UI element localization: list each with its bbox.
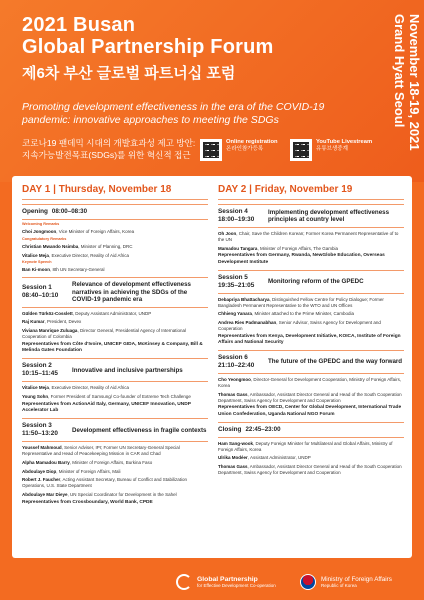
gpedc-name: Global Partnership bbox=[197, 576, 258, 583]
day1-column bbox=[22, 184, 208, 506]
speaker-entry bbox=[22, 469, 208, 475]
speaker-detail: , Minister of Foreign Affairs, The Gambia bbox=[257, 245, 339, 251]
speaker-name: Alpha Mamadou Barry bbox=[22, 459, 70, 465]
date-venue-vertical: November 18-19, 2021 Grand Hyatt Seoul bbox=[392, 14, 422, 151]
forum-subtitle: Promoting development effectiveness in the era of the COVID-19 pandemic: innovative approaches to meeting the SDGs bbox=[22, 101, 325, 126]
livestream-sub: 유튜브생중계 bbox=[316, 146, 348, 152]
session6-label: Session 6 bbox=[218, 354, 248, 362]
day1-heading: DAY 1 | Thursday, November 18 bbox=[22, 184, 208, 200]
speaker-detail: , Ambassador, Assistant Director General and Head of the South Cooperation Department, Swiss Agency for Development and Cooperation bbox=[218, 464, 402, 475]
speaker-detail: , Director-General for Development Cooperation, Ministry of Foreign Affairs, Korea bbox=[218, 377, 402, 388]
speaker-name: Ulrika Modéer bbox=[218, 455, 248, 461]
session1-header bbox=[22, 277, 208, 308]
speaker-entry bbox=[22, 253, 208, 259]
speaker-entry bbox=[218, 231, 404, 243]
session5-title: Monitoring reform of the GPEDC bbox=[268, 278, 364, 286]
speaker-entry bbox=[218, 311, 404, 317]
session4-title: Implementing development effectiveness principles at country level bbox=[268, 208, 390, 223]
session3-header bbox=[22, 418, 208, 442]
mofa-name: Ministry of Foreign Affairs bbox=[321, 576, 392, 583]
session1-title: Relevance of development effectiveness narratives in achieving the SDGs of the COVID-19 pandemic era bbox=[72, 281, 191, 304]
speaker-entry bbox=[218, 377, 404, 389]
speaker-detail: , Chair, Save the Children Korean; Former Korea Permanent Representative of to the UN bbox=[218, 231, 399, 242]
speaker-name: Youssef Mahmoud bbox=[22, 445, 62, 451]
speaker-name: Chhieng Yanara bbox=[218, 311, 252, 317]
session1-time: 08:40–10:10 bbox=[22, 292, 59, 300]
registration-heading: Online registration bbox=[226, 139, 278, 145]
speaker-name: Ham Sang-wook bbox=[218, 440, 254, 446]
footer bbox=[0, 566, 424, 600]
speaker-name: Vitalice Meja bbox=[22, 252, 49, 258]
speaker-role: Welcoming Remarks bbox=[22, 222, 60, 226]
speaker-entry bbox=[218, 441, 404, 453]
mofa-country: Republic of Korea bbox=[321, 583, 357, 588]
speaker-name: Vitalice Meja bbox=[22, 385, 49, 391]
mofa-logo bbox=[300, 574, 392, 590]
speaker-role: Congratulatory Remarks bbox=[22, 236, 67, 241]
session2-header bbox=[22, 358, 208, 382]
speaker-entry bbox=[218, 320, 404, 332]
speaker-entry bbox=[22, 311, 208, 317]
speaker-detail: , Assistant Administrator, UNDP bbox=[247, 455, 311, 461]
speaker-entry bbox=[218, 246, 404, 252]
speaker-detail: , Ambassador, Assistant Director General and Head of the South Cooperation Department, Swiss Agency for Development and Cooperation bbox=[218, 391, 402, 403]
speaker-entry bbox=[22, 385, 208, 391]
speaker-name: Raj Kumar bbox=[22, 319, 45, 325]
livestream-heading: YouTube Livestream bbox=[316, 139, 373, 145]
speaker-name: Ban Ki-moon bbox=[22, 267, 50, 273]
gpedc-tagline: for Effective Development Co-operation bbox=[197, 583, 276, 588]
gpedc-mark-icon bbox=[176, 574, 192, 590]
session2-representatives: Representatives from ActionAid Italy, Germany, UNICEF Innovation, UNDP Accelerator Lab bbox=[22, 401, 191, 414]
session2-speakers bbox=[22, 385, 208, 400]
day2-column bbox=[218, 184, 404, 476]
speaker-name: Robert J. Faucher bbox=[22, 477, 61, 483]
speaker-name: Cho Yeongmoo bbox=[218, 377, 251, 383]
speaker-detail: , Executive Director, Reality of Aid Africa bbox=[48, 385, 129, 391]
session3-title: Development effectiveness in fragile contexts bbox=[72, 426, 207, 434]
speaker-detail: , Minister of Foreign Affairs, Mali bbox=[56, 468, 121, 474]
session1-representatives: Representatives from Côte d'Ivoire, UNICEF GIDA, McKinsey & Company, Bill & Melinda Gates Foundation bbox=[22, 341, 203, 354]
session4-speakers bbox=[218, 231, 404, 251]
speaker-detail: , Senior Advisor, Swiss Agency for Development and Cooperation bbox=[218, 320, 381, 331]
speaker-entry bbox=[22, 229, 208, 235]
opening-header bbox=[22, 204, 208, 220]
opening-label: Opening bbox=[22, 208, 48, 215]
speaker-detail: , Executive Director, Reality of Aid Africa bbox=[48, 252, 129, 258]
speaker-detail: , Minister of Foreign Affairs, Burkina Faso bbox=[69, 459, 153, 465]
registration-block[interactable] bbox=[200, 139, 278, 161]
session3-time: 11:50–13:20 bbox=[22, 430, 58, 438]
speaker-entry bbox=[22, 445, 208, 457]
session2-title: Innovative and inclusive partnerships bbox=[72, 366, 183, 374]
session4-time: 18:00–19:30 bbox=[218, 216, 255, 223]
program-panel bbox=[12, 176, 412, 558]
session6-title: The future of the GPEDC and the way forward bbox=[268, 358, 403, 366]
session4-header bbox=[218, 204, 404, 228]
forum-title bbox=[22, 14, 274, 58]
opening-speakers bbox=[22, 222, 208, 273]
speaker-detail: , 8th UN Secretary-General bbox=[50, 267, 105, 273]
speaker-entry bbox=[218, 464, 404, 476]
speaker-entry bbox=[22, 328, 208, 340]
speaker-entry bbox=[22, 460, 208, 466]
speaker-detail: , Senior Adviser, IPI; Former UN Secretary-General Special Representative and Head of Peacekeeping Mission in CAR and Chad bbox=[22, 445, 180, 457]
speaker-detail: , Distinguished Fellow Centre for Policy Dialogue; Former Bangladesh Permanent Representative to the WTO and UN Offices bbox=[218, 296, 384, 308]
speaker-entry bbox=[22, 244, 208, 250]
speaker-name: Viviana Manrique Zuluaga bbox=[22, 328, 78, 334]
opening-time: 08:00–08:30 bbox=[51, 208, 88, 216]
day2-heading: DAY 2 | Friday, November 19 bbox=[218, 184, 404, 200]
session6-time: 21:10–22:40 bbox=[218, 362, 255, 370]
livestream-block[interactable] bbox=[290, 139, 372, 161]
speaker-detail: , President, Devex bbox=[44, 319, 82, 325]
session3-representatives: Representatives from Crossboundary, World Bank, CPDE bbox=[22, 499, 153, 505]
session5-speakers bbox=[218, 297, 404, 332]
session5-representatives: Representatives from Kenya, Development Initiative, KOICA, Institute of Foreign Affairs and National Security bbox=[218, 333, 401, 345]
speaker-entry bbox=[22, 477, 208, 489]
session4-label: Session 4 bbox=[218, 208, 248, 215]
speaker-detail: , Director General, Presidential Agency of International Cooperation of Colombia bbox=[22, 328, 186, 340]
session3-speakers bbox=[22, 445, 208, 498]
speaker-entry bbox=[22, 394, 208, 400]
session5-label: Session 5 bbox=[218, 273, 248, 281]
korean-title: 제6차 부산 글로벌 파트너십 포럼 bbox=[22, 65, 236, 82]
session5-header bbox=[218, 270, 404, 294]
speaker-detail: , UN Special Coordinator for Development in the Sahel bbox=[67, 492, 177, 498]
speaker-detail: , Vice Minister of Foreign Affairs, Korea bbox=[56, 229, 135, 234]
closing-label: Closing bbox=[218, 425, 242, 433]
speaker-detail: , Deputy Foreign Minister for Multilateral and Global Affairs, Ministry of Foreign Affairs, Korea bbox=[218, 440, 393, 452]
speaker-name: Gülden Türköz-Cosslett bbox=[22, 310, 73, 316]
speaker-detail: , Acting Assistant Secretary, Bureau of Conflict and Stabilization Operations, U.S. State Department bbox=[22, 477, 187, 489]
session6-header bbox=[218, 350, 404, 374]
registration-sub: 온라인참가등록 bbox=[226, 146, 264, 152]
closing-time: 22:45–23:00 bbox=[245, 426, 281, 434]
speaker-detail: , Former President of Samsung/ Co-founder of Extreme Tech Challenge bbox=[48, 394, 191, 400]
session1-speakers bbox=[22, 311, 208, 340]
closing-header bbox=[218, 422, 404, 438]
speaker-name: Young Sohn bbox=[22, 394, 49, 400]
speaker-name: Choi Jongmoon bbox=[22, 229, 57, 234]
speaker-detail: , Minister attached to the Prime Minister, Cambodia bbox=[251, 311, 354, 317]
title-line-2: Global Partnership Forum bbox=[22, 36, 274, 58]
registration-qr-icon[interactable] bbox=[200, 139, 222, 161]
speaker-name: Mamadou Tangara bbox=[218, 245, 258, 251]
speaker-name: Thomas Gass bbox=[218, 391, 248, 397]
session5-time: 19:35–21:05 bbox=[218, 281, 255, 289]
speaker-entry bbox=[218, 297, 404, 309]
speaker-name: Abdoulaye Mar Dieye bbox=[22, 492, 68, 498]
speaker-entry bbox=[218, 392, 404, 404]
taegeuk-emblem-icon bbox=[300, 574, 316, 590]
session4-representatives: Representatives from Germany, Rwanda, NewGlobe Education, Overseas Development Institute bbox=[218, 253, 385, 265]
session6-speakers bbox=[218, 377, 404, 403]
session2-label: Session 2 bbox=[22, 362, 52, 370]
speaker-name: Thomas Gass bbox=[218, 464, 248, 470]
speaker-name: Christian Mwando Nsimba bbox=[22, 243, 79, 249]
header-banner bbox=[0, 0, 424, 182]
session2-time: 10:15–11:45 bbox=[22, 370, 58, 378]
speaker-name: Abdoulaye Diop bbox=[22, 468, 57, 474]
session3-label: Session 3 bbox=[22, 422, 52, 430]
speaker-name: Andrea Ries Padmanabhan bbox=[218, 320, 277, 326]
speaker-role: Keynote Speech bbox=[22, 260, 52, 265]
session1-label: Session 1 bbox=[22, 284, 52, 292]
session6-representatives: Representatives from OECD, Center for Global Development, International Trade Union Confederation, Uganda National NGO Forum bbox=[218, 405, 402, 417]
livestream-qr-icon[interactable] bbox=[290, 139, 312, 161]
gpedc-logo bbox=[176, 574, 276, 590]
speaker-entry bbox=[22, 267, 208, 273]
closing-speakers bbox=[218, 441, 404, 476]
speaker-entry bbox=[218, 455, 404, 461]
title-line-1: 2021 Busan bbox=[22, 14, 136, 36]
korean-subtitle: 코로나19 팬데믹 시대의 개발효과성 제고 방안: 지속가능발전목표(SDGs)를 위한 혁신적 접근 bbox=[22, 138, 196, 160]
speaker-detail: , Minister of Planning, DRC bbox=[78, 243, 133, 249]
speaker-name: Oh Joon bbox=[218, 231, 237, 236]
speaker-entry bbox=[22, 319, 208, 325]
speaker-entry bbox=[22, 492, 208, 498]
speaker-detail: , Deputy Assistant Administrator, UNDP bbox=[72, 310, 152, 316]
speaker-name: Debapriya Bhattacharya bbox=[218, 296, 270, 302]
